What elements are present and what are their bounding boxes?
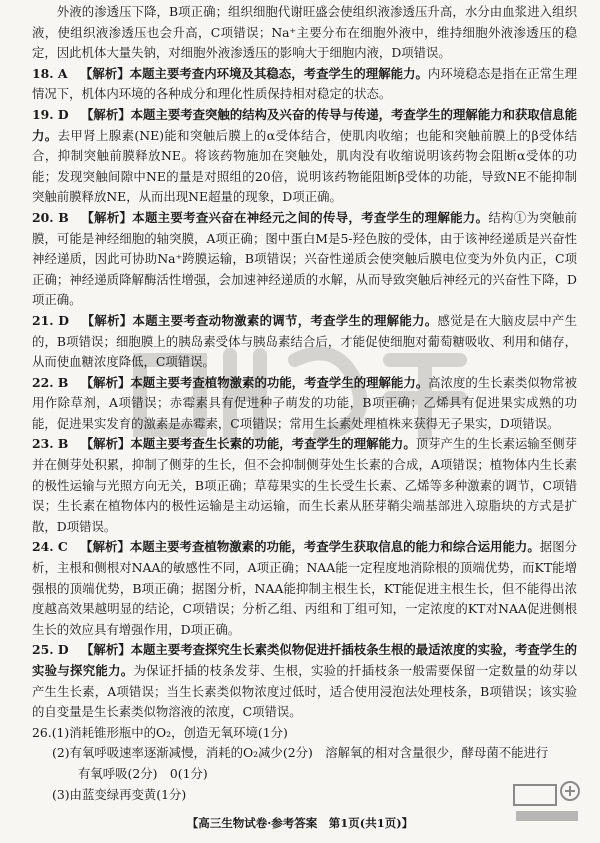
- answer-q19: [32, 105, 577, 208]
- analysis-heading: 【解析】本题主要考查植物激素的功能，考查学生的理解能力。: [80, 374, 429, 390]
- analysis-body: 为保证扦插的枝条发芽、生根，实验的扦插枝条一般需要保留一定数量的幼芽以产生生长素，A项错误；当生长素类似物浓度过低时，适合使用浸泡法处理枝条，B项错误；该实验的自变量是生长素类似物溶液的浓度，C项错误。: [32, 663, 578, 720]
- answer-number: 24. C: [32, 539, 68, 555]
- answer-number: 18. A: [32, 65, 68, 81]
- answer-26: [32, 723, 577, 805]
- answer-number: 21. D: [32, 312, 69, 328]
- analysis-body: 高浓度的生长素类似物常被用作除草剂，A项错误；赤霉素具有促进种子萌发的功能，B项正确；乙烯具有促进果实成熟的功能，促进果实发育的激素是赤霉素，C项错误；常用生长素处理植株来获得无子果实，D项错误。: [32, 374, 577, 431]
- page-footer: 【高三生物试卷·参考答案 第1页(共1页)】: [186, 816, 414, 830]
- analysis-body: 内环境稳态是指在正常生理情况下，机体内环境的各种成分和理化性质保持相对稳定的状态。: [32, 65, 578, 102]
- answer-q22: [32, 373, 577, 435]
- q26-number: 26.: [32, 724, 52, 740]
- analysis-heading: 【解析】本题主要考查生长素的功能，考查学生的理解能力。: [80, 436, 416, 452]
- answer-q24: [32, 537, 577, 640]
- q26-line-3: 有氧呼吸(2分) 0(1分): [78, 765, 208, 781]
- analysis-body: 外液的渗透压下降，B项正确；组织细胞代谢旺盛会使组织液渗透压升高，水分由血浆进入组织液，使组织液渗透压也会升高，C项错误；Na⁺主要分布在细胞外液中，维持细胞外液渗透压的稳定，因此机体大量失钠，对细胞外液渗透压的影响大于细胞内液，D项错误。: [32, 4, 577, 61]
- answer-q18: [32, 64, 577, 105]
- answer-number: 23. B: [32, 436, 69, 452]
- analysis-heading: 【解析】本题主要考查兴奋在神经元之间的传导，考查学生的理解能力。: [81, 209, 489, 225]
- answer-number: 22. B: [32, 374, 69, 390]
- analysis-heading: 【解析】本题主要考查内环境及其稳态，考查学生的理解能力。: [79, 65, 428, 81]
- answer-q21: [32, 311, 577, 373]
- answer-number: 25. D: [32, 642, 69, 658]
- analysis-body: 去甲肾上腺素(NE)能和突触后膜上的α受体结合，使肌肉收缩；也能和突触前膜上的β受体结合，抑制突触前膜释放NE。将该药物施加在突触处，肌肉没有收缩说明该药物会阻断α受体的功能；发现突触间隙中NE的量是对照组的20倍，说明该药物能阻断β受体的功能，导致NE不能抑制突触前膜释放NE，从而出现NE超量的现象，D项正确。: [32, 127, 578, 205]
- answer-q23: [32, 434, 577, 537]
- answer-q25: [32, 640, 577, 722]
- answer-cont: [32, 2, 577, 64]
- analysis-body: 感觉是在大脑皮层中产生的，B项错误；细胞膜上的胰岛素受体与胰岛素结合后，才能促使细胞对葡萄糖吸收、利用和储存，从而使血糖浓度降低，C项错误。: [32, 312, 578, 370]
- q26-line-2: (2)有氧呼吸速率逐渐减慢，消耗的O₂减少(2分) 溶解氧的相对含量很少，酵母菌不能进行: [52, 745, 549, 761]
- analysis-heading: 【解析】本题主要考查动物激素的调节，考查学生的理解能力。: [81, 312, 438, 328]
- analysis-body: 结构①为突触前膜，可能是神经细胞的轴突膜，A项正确；图中蛋白M是5-羟色胺的受体，由于该神经递质是兴奋性神经递质，因此可协助Na⁺跨膜运输，B项错误；兴奋性递质会使突触后膜电位变为外负内正，C项正确；神经递质降解酶活性增强，会加速神经递质的水解，从而导致突触后神经元的兴奋性下降，D项正确。: [32, 209, 578, 308]
- answer-sheet: [32, 2, 577, 805]
- analysis-heading: 【解析】本题主要考查探究生长素类似物促进扦插枝条生根的最适浓度的实验，考查学生的实验与探究能力。: [32, 642, 577, 678]
- analysis-body: 据图分析，主根和侧根对NAA的敏感性不同，A项正确；NAA能一定程度地消除根的顶端优势，而KT能增强根的顶端优势，B项正确；据图分析，NAA能抑制主根生长，KT能促进主根生长，但不能得出浓度越高效果越明显的结论，C项错误；分析乙组、丙组和丁组可知，一定浓度的KT对NAA促进侧根生长的效应具有增强作用，D项正确。: [32, 539, 578, 637]
- analysis-heading: 【解析】本题主要考查植物激素的功能，考查学生获取信息的能力和综合运用能力。: [80, 539, 540, 555]
- q26-part-1: (1)消耗锥形瓶中的O₂，创造无氧环境(1分): [51, 724, 288, 740]
- q26-line-1: [32, 723, 577, 744]
- answer-list: [32, 2, 577, 723]
- q26-line-4: (3)由蓝变绿再变黄(1分): [52, 786, 187, 802]
- answer-number: 19. D: [32, 106, 69, 122]
- answer-q20: [32, 208, 577, 311]
- answer-number: 20. B: [32, 209, 69, 225]
- analysis-body: 顶芽产生的生长素运输至侧芽并在侧芽处积累，抑制了侧芽的生长，但不会抑制侧芽处生长素的合成，A项错误；植物体内生长素的极性运输与光照方向无关，B项正确；草莓果实的生长受生长素、乙烯等多种激素的调节，C项错误；生长素在植物体内的极性运输是主动运输，而生长素从胚芽鞘尖端基部进入琼脂块的方式是扩散，D项错误。: [32, 436, 577, 534]
- analysis-heading: 【解析】本题主要考查突触的结构及兴奋的传导与传递，考查学生的理解能力和获取信息能力。: [32, 106, 577, 143]
